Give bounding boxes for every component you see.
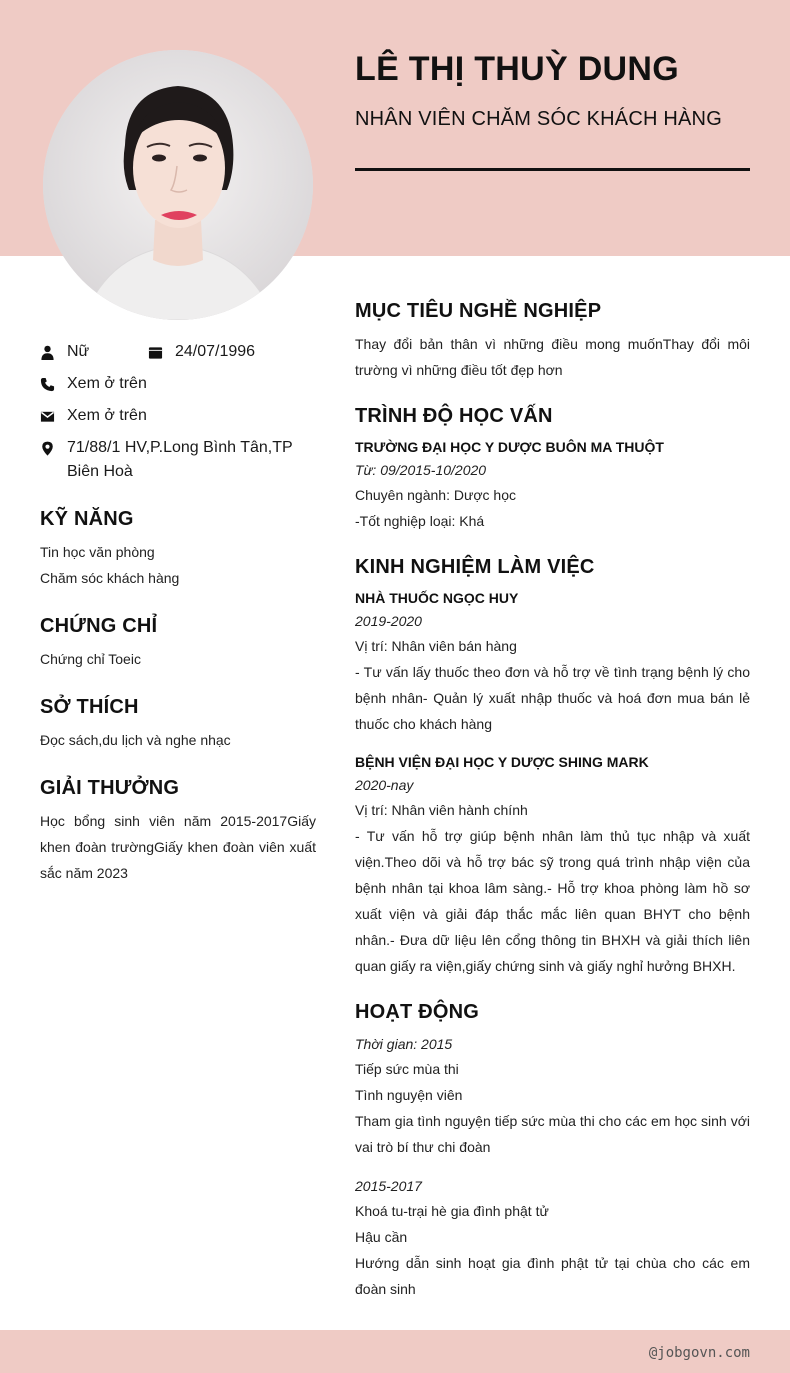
activity-role: Hậu cần <box>355 1229 408 1245</box>
activity-description: Tham gia tình nguyện tiếp sức mùa thi cho các em học sinh với vai trò bí thư chi đoàn <box>355 1113 750 1155</box>
hobbies-heading: SỞ THÍCH <box>40 696 139 718</box>
job-description: - Tư vấn hỗ trợ giúp bệnh nhân làm thủ tục nhập và xuất viện.Theo dõi và hỗ trợ bác sỹ trong quá trình nhập viện của bệnh nhân tại khoa lâm sàng.- Hỗ trợ khoa phòng làm hồ sơ xuất viện và giải đáp thắc mắc liên quan BHYT cho bệnh nhân.- Đưa dữ liệu lên cổng thông tin BHXH và giải thích liên quan giấy ra viện,giấy chứng sinh và giấy nghỉ hưởng BHXH. <box>355 828 750 974</box>
education-heading: TRÌNH ĐỘ HỌC VẤN <box>355 405 553 427</box>
job-period: 2020-nay <box>355 777 414 793</box>
phone-row <box>40 372 316 396</box>
education-grade: -Tốt nghiệp loại: Khá <box>355 513 485 529</box>
calendar-icon <box>148 340 175 364</box>
job-position: Vị trí: Nhân viên hành chính <box>355 802 528 818</box>
activity-name: Khoá tu-trại hè gia đình phật tử <box>355 1203 549 1219</box>
person-icon <box>40 340 67 364</box>
objective-text: Thay đổi bản thân vì những điều mong muốnThay đổi môi trường vì những điều tốt đẹp hơn <box>355 336 750 378</box>
gender-birthdate-row <box>40 340 316 364</box>
job-description: - Tư vấn lấy thuốc theo đơn và hỗ trợ về tình trạng bệnh lý cho bệnh nhân- Quản lý xuất nhập thuốc và hoá đơn mua bán lẻ thuốc cho khách hàng <box>355 664 750 732</box>
experience-entry <box>355 751 750 979</box>
activity-role: Tình nguyện viên <box>355 1087 463 1103</box>
phone-value: Xem ở trên <box>67 375 147 392</box>
experience-section <box>355 556 750 979</box>
education-period: Từ: 09/2015-10/2020 <box>355 462 487 478</box>
employer-name: BỆNH VIỆN ĐẠI HỌC Y DƯỢC SHING MARK <box>355 754 649 770</box>
objective-section <box>355 300 750 383</box>
activity-entry <box>355 1032 750 1160</box>
mail-icon <box>40 404 67 428</box>
skills-heading: KỸ NĂNG <box>40 508 134 530</box>
employer-name: NHÀ THUỐC NGỌC HUY <box>355 590 519 606</box>
candidate-name: LÊ THỊ THUỲ DUNG <box>355 50 680 88</box>
school-name: TRƯỜNG ĐẠI HỌC Y DƯỢC BUÔN MA THUỘT <box>355 439 664 455</box>
job-title: NHÂN VIÊN CHĂM SÓC KHÁCH HÀNG <box>355 108 722 130</box>
right-column <box>355 300 750 1324</box>
job-position: Vị trí: Nhân viên bán hàng <box>355 638 517 654</box>
location-pin-icon <box>40 436 67 460</box>
activity-name: Tiếp sức mùa thi <box>355 1061 459 1077</box>
education-major: Chuyên ngành: Dược học <box>355 487 516 503</box>
activity-entry <box>355 1174 750 1302</box>
education-section <box>355 405 750 534</box>
activity-description: Hướng dẫn sinh hoạt gia đình phật tử tại chùa cho các em đoàn sinh <box>355 1255 750 1297</box>
avatar <box>43 50 313 320</box>
awards-heading: GIẢI THƯỞNG <box>40 777 180 799</box>
activity-period: 2015-2017 <box>355 1178 422 1194</box>
job-period: 2019-2020 <box>355 613 422 629</box>
activities-section <box>355 1001 750 1302</box>
certificate-item: Chứng chỉ Toeic <box>40 651 141 667</box>
address-row <box>40 436 316 484</box>
phone-icon <box>40 372 67 396</box>
hobbies-text: Đọc sách,du lịch và nghe nhạc <box>40 732 231 748</box>
email-value: Xem ở trên <box>67 407 147 424</box>
gender-value: Nữ <box>67 343 90 360</box>
address-value: 71/88/1 HV,P.Long Bình Tân,TP Biên Hoà <box>67 439 293 480</box>
birthdate-value: 24/07/1996 <box>175 343 256 360</box>
title-divider <box>355 168 750 171</box>
profile-photo <box>43 50 313 320</box>
skill-item: Tin học văn phòng <box>40 544 155 560</box>
experience-entry <box>355 587 750 737</box>
activity-period: Thời gian: 2015 <box>355 1036 453 1052</box>
activities-heading: HOẠT ĐỘNG <box>355 1001 480 1023</box>
experience-heading: KINH NGHIỆM LÀM VIỆC <box>355 556 595 578</box>
certificates-heading: CHỨNG CHỈ <box>40 615 158 637</box>
left-column <box>40 340 316 886</box>
skill-item: Chăm sóc khách hàng <box>40 570 180 586</box>
awards-text: Học bổng sinh viên năm 2015-2017Giấy khen đoàn trườngGiấy khen đoàn viên xuất sắc năm 2023 <box>40 813 316 881</box>
footer-watermark: @jobgovn.com <box>648 1345 750 1361</box>
email-row <box>40 404 316 428</box>
objective-heading: MỤC TIÊU NGHỀ NGHIỆP <box>355 300 602 322</box>
